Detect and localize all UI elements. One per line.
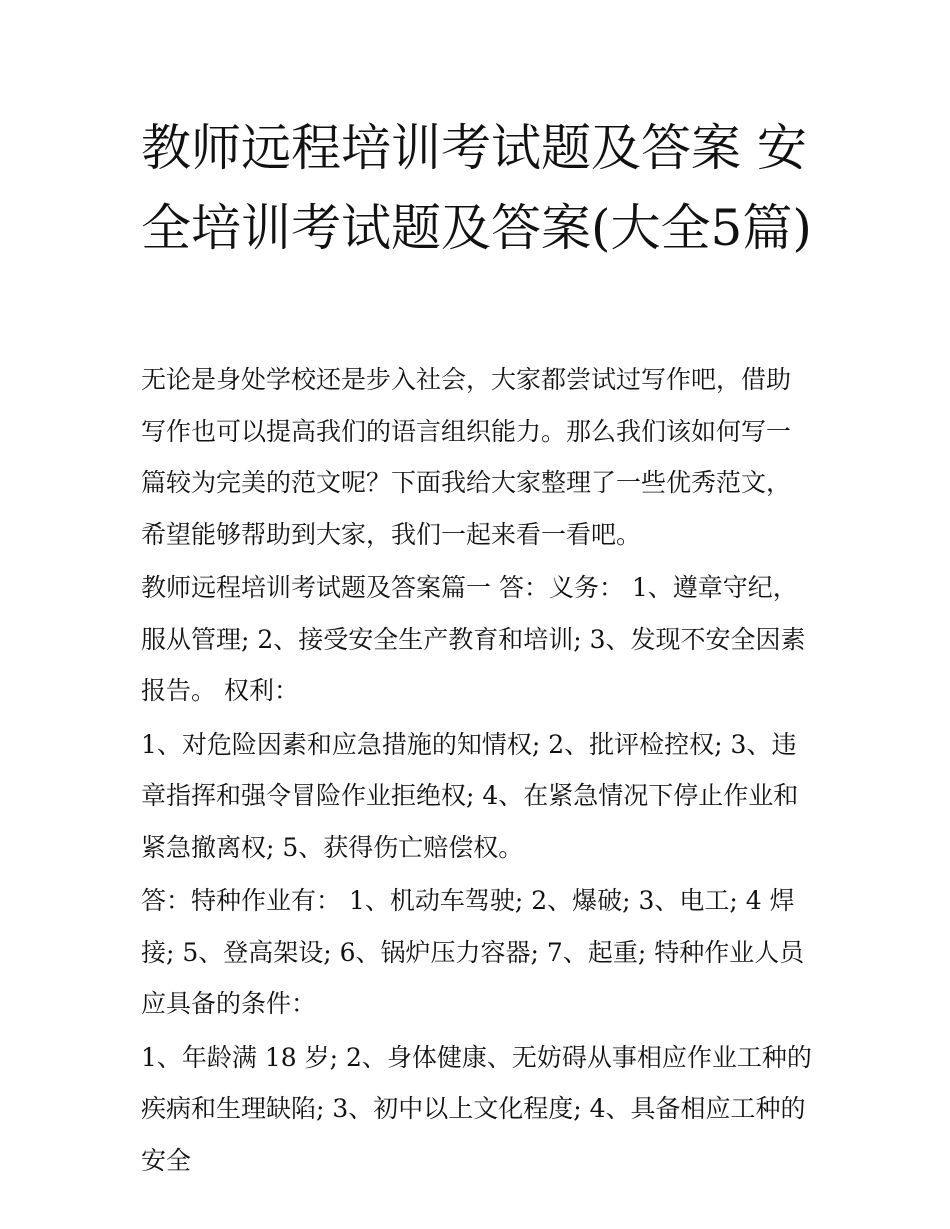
intro-paragraph: 无论是身处学校还是步入社会，大家都尝试过写作吧，借助写作也可以提高我们的语言组织能力。那么我们该如何写一篇较为完美的范文呢？下面我给大家整理了一些优秀范文，希望能够帮助到大家，我们一起来看一看吧。 [141, 365, 792, 549]
document-title: 教师远程培训考试题及答案 安全培训考试题及答案(大全5篇) [141, 119, 812, 257]
paragraph-rights-list: 1、对危险因素和应急措施的知情权; 2、批评检控权; 3、违章指挥和强令冒险作业拒绝权; 4、在紧急情况下停止作业和紧急撤离权; 5、获得伤亡赔偿权。 [141, 729, 799, 862]
paragraph-special-operations: 答：特种作业有： 1、机动车驾驶; 2、爆破; 3、电工; 4 焊接; 5、登高架设; 6、锅炉压力容器; 7、起重; 特种作业人员应具备的条件： [141, 886, 805, 1018]
paragraph-conditions: 1、年龄满 18 岁; 2、身体健康、无妨碍从事相应作业工种的疾病和生理缺陷; 3、初中以上文化程度; 4、具备相应工种的安全 [141, 1042, 812, 1175]
document-body [141, 354, 813, 1188]
paragraph-duties-rights: 教师远程培训考试题及答案篇一 答：义务： 1、遵章守纪，服从管理; 2、接受安全生产教育和培训; 3、发现不安全因素报告。 权利： [141, 573, 806, 705]
